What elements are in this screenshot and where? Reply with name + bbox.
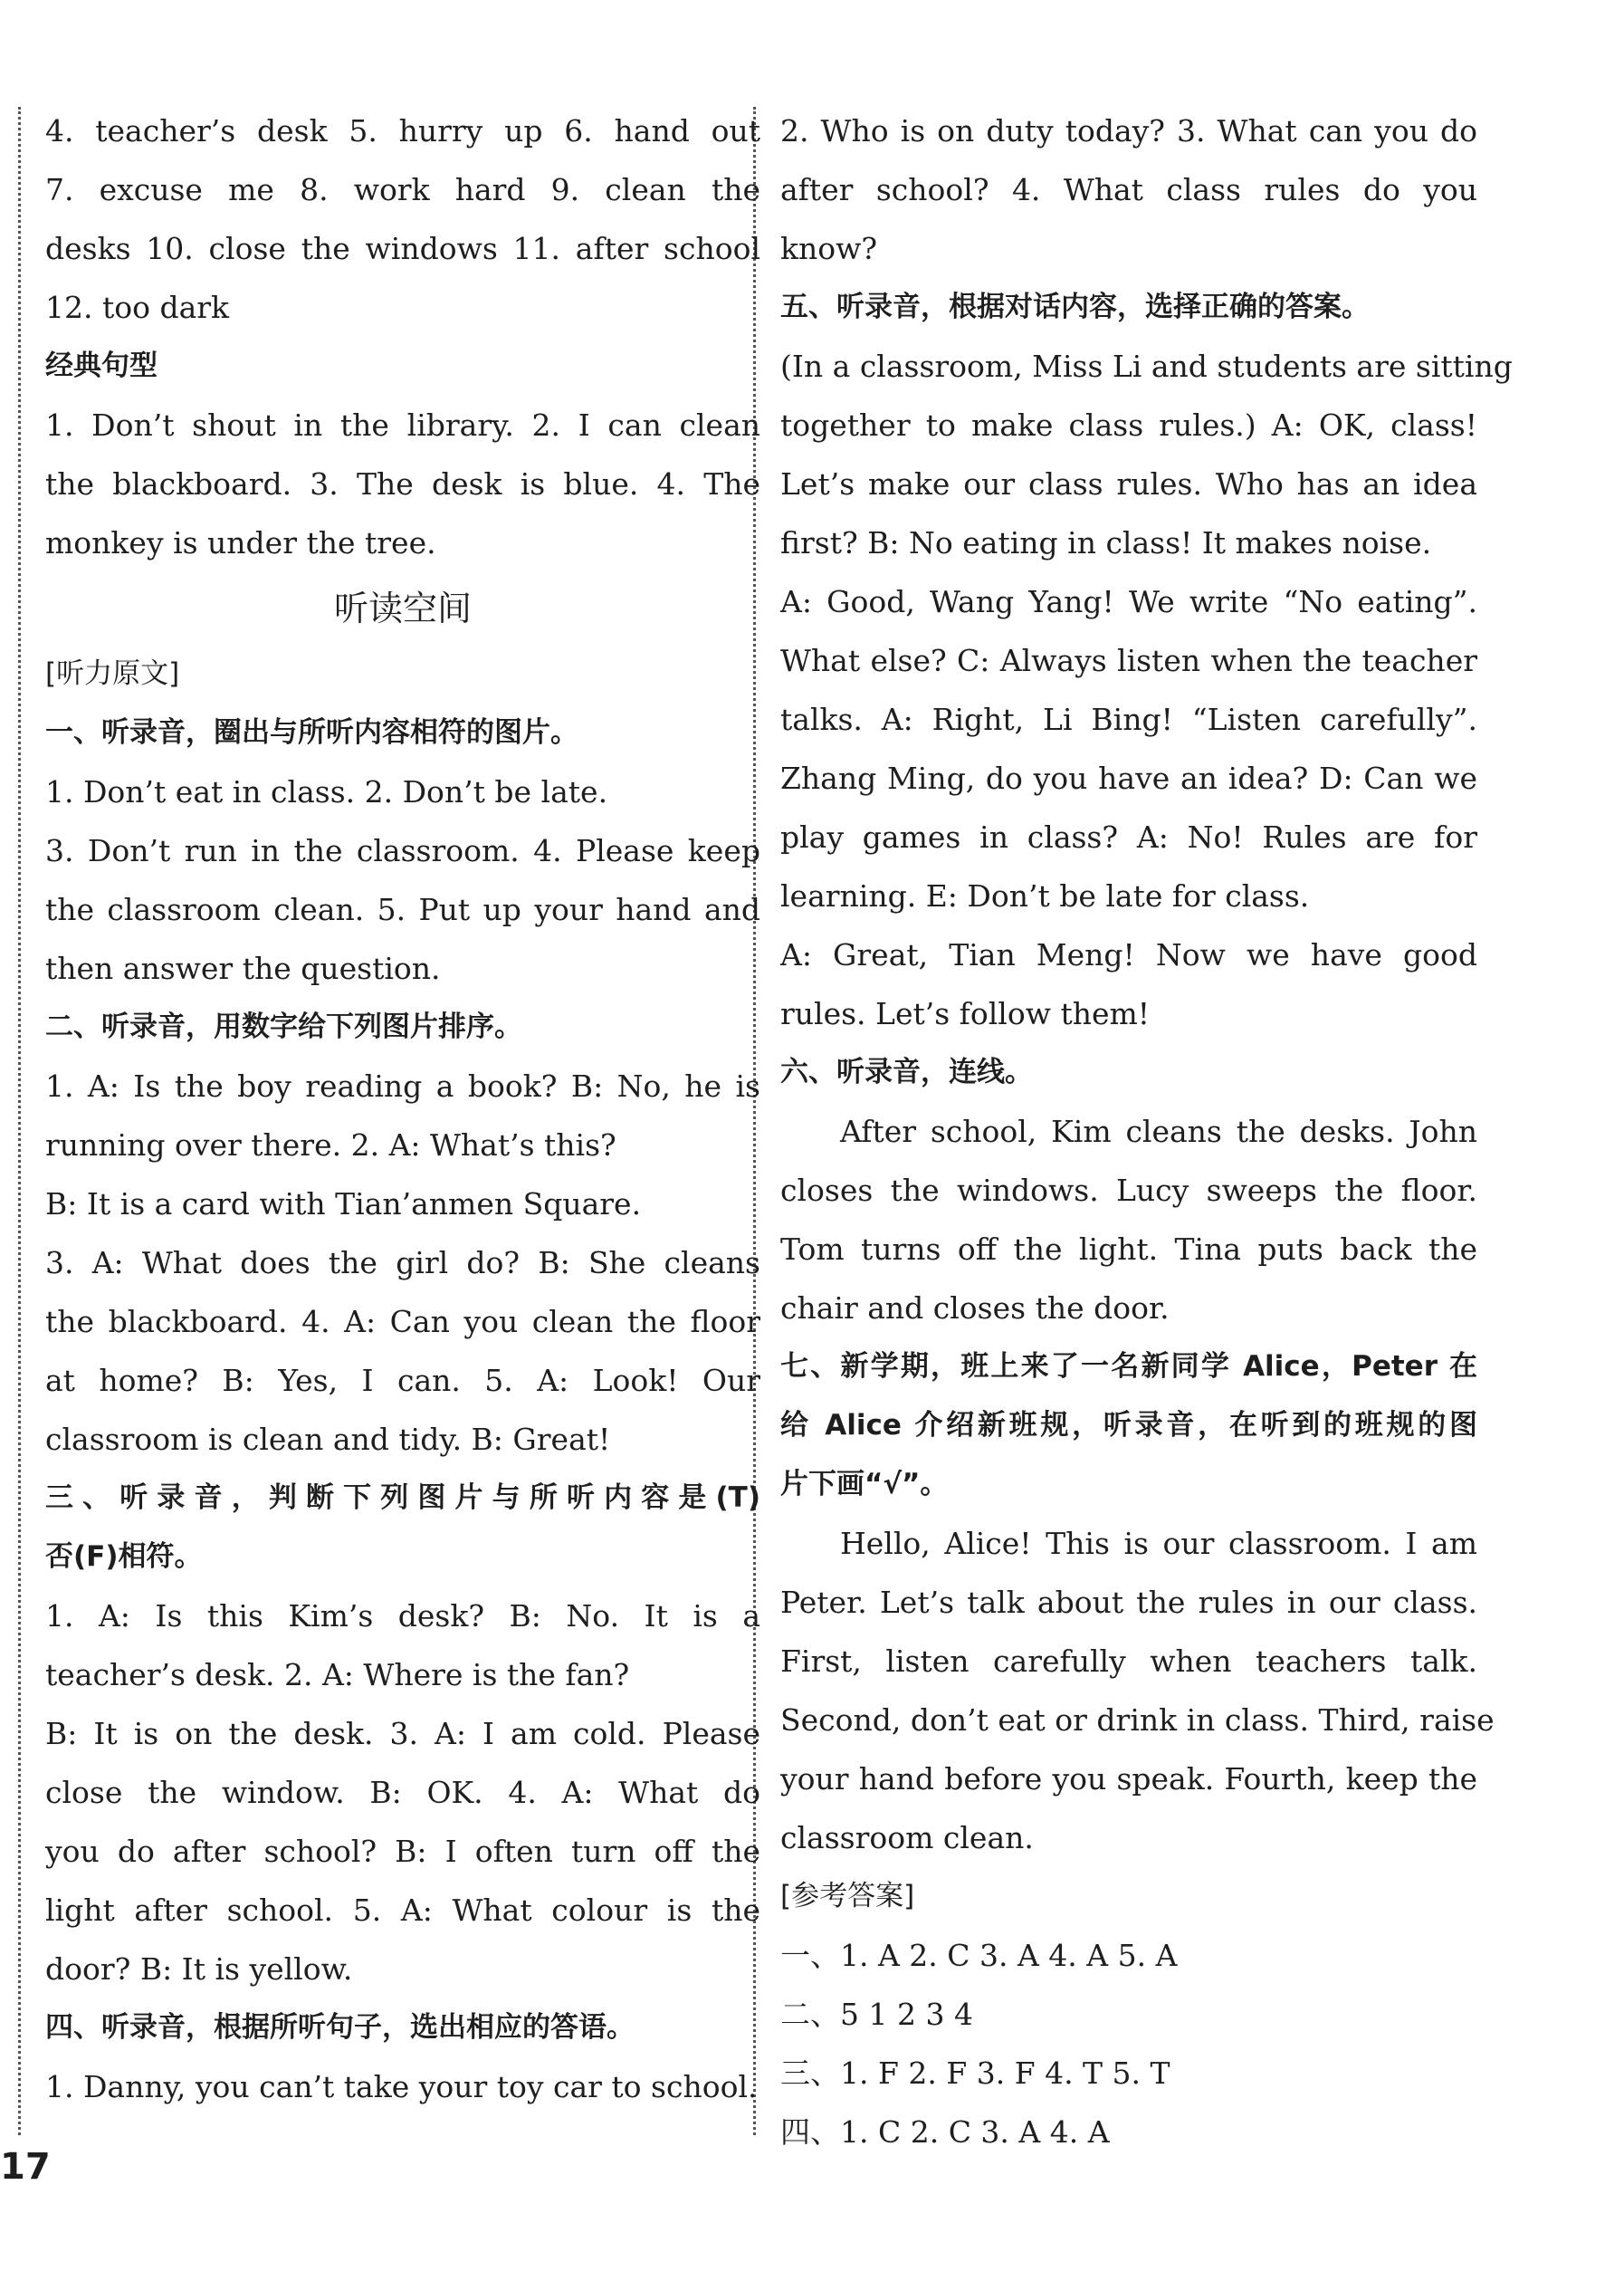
text-line: 3. Don’t run in the classroom. 4. Please keep bbox=[45, 833, 760, 868]
text-line: at home? B: Yes, I can. 5. A: Look! Our bbox=[45, 1363, 760, 1398]
text-line: classroom is clean and tidy. B: Great! bbox=[45, 1422, 611, 1457]
text-line: Tom turns off the light. Tina puts back the bbox=[780, 1231, 1477, 1267]
text-line: Zhang Ming, do you have an idea? D: Can we bbox=[780, 761, 1477, 796]
text-line: close the window. B: OK. 4. A: What do bbox=[45, 1775, 760, 1810]
text-line: the blackboard. 4. A: Can you clean the floor bbox=[45, 1304, 760, 1339]
text-line: your hand before you speak. Fourth, keep the bbox=[780, 1761, 1477, 1797]
text-line: Let’s make our class rules. Who has an idea bbox=[780, 466, 1477, 502]
text-line: 12. too dark bbox=[45, 290, 230, 325]
text-line: 1. Don’t shout in the library. 2. I can clean bbox=[45, 407, 760, 443]
text-line: 1. A: Is this Kim’s desk? B: No. It is a bbox=[45, 1598, 760, 1634]
left-margin-rule bbox=[18, 107, 21, 2135]
section-title: 听读空间 bbox=[333, 589, 472, 628]
text-line: A: Good, Wang Yang! We write “No eating”. bbox=[780, 584, 1477, 619]
text-line: (In a classroom, Miss Li and students are sitting bbox=[780, 349, 1513, 384]
subsection-label: [听力原文] bbox=[45, 657, 180, 690]
section-heading: 否(F)相符。 bbox=[45, 1540, 203, 1573]
text-line: 二、5 1 2 3 4 bbox=[780, 1997, 973, 2032]
text-line: know? bbox=[780, 231, 878, 266]
text-line: the classroom clean. 5. Put up your hand and bbox=[45, 892, 760, 927]
right-column bbox=[780, 101, 1513, 2161]
section-heading: 给 Alice 介绍新班规，听录音，在听到的班规的图 bbox=[780, 1409, 1477, 1442]
text-line: running over there. 2. A: What’s this? bbox=[45, 1127, 616, 1163]
text-line: B: It is on the desk. 3. A: I am cold. Please bbox=[45, 1716, 760, 1751]
section-heading: 三、听录音，判断下列图片与所听内容是(T) bbox=[45, 1481, 760, 1514]
section-heading: 片下画“√”。 bbox=[780, 1468, 949, 1500]
text-line: 3. A: What does the girl do? B: She cleans bbox=[45, 1245, 760, 1280]
text-line: 4. teacher’s desk 5. hurry up 6. hand out bbox=[45, 113, 760, 149]
text-line: play games in class? A: No! Rules are for bbox=[780, 819, 1477, 855]
text-line: the blackboard. 3. The desk is blue. 4. The bbox=[45, 466, 760, 502]
section-heading: 四、听录音，根据所听句子，选出相应的答语。 bbox=[45, 2011, 635, 2044]
text-line: first? B: No eating in class! It makes noise. bbox=[780, 525, 1432, 561]
left-column bbox=[45, 101, 760, 2116]
section-heading: 一、听录音，圈出与所听内容相符的图片。 bbox=[45, 716, 578, 749]
section-heading: 五、听录音，根据对话内容，选择正确的答案。 bbox=[780, 291, 1370, 323]
text-line: after school? 4. What class rules do you bbox=[780, 172, 1477, 207]
text-line: Hello, Alice! This is our classroom. I am bbox=[840, 1526, 1477, 1561]
text-line: What else? C: Always listen when the teacher bbox=[780, 643, 1477, 678]
text-line: desks 10. close the windows 11. after school bbox=[45, 231, 760, 266]
text-line: chair and closes the door. bbox=[780, 1290, 1170, 1326]
text-line: 三、1. F 2. F 3. F 4. T 5. T bbox=[780, 2055, 1170, 2091]
text-line: learning. E: Don’t be late for class. bbox=[780, 878, 1310, 914]
page-number: 17 bbox=[0, 2146, 51, 2188]
text-line: talks. A: Right, Li Bing! “Listen carefully”. bbox=[780, 702, 1477, 737]
text-line: 1. Don’t eat in class. 2. Don’t be late. bbox=[45, 774, 608, 810]
text-line: monkey is under the tree. bbox=[45, 525, 436, 561]
section-heading: 七、新学期，班上来了一名新同学 Alice，Peter 在 bbox=[780, 1350, 1477, 1383]
text-line: teacher’s desk. 2. A: Where is the fan? bbox=[45, 1657, 630, 1692]
text-line: 四、1. C 2. C 3. A 4. A bbox=[780, 2114, 1110, 2150]
text-line: light after school. 5. A: What colour is the bbox=[45, 1892, 760, 1928]
text-line: then answer the question. bbox=[45, 951, 441, 986]
text-line: 1. Danny, you can’t take your toy car to school. bbox=[45, 2069, 758, 2104]
text-line: First, listen carefully when teachers talk. bbox=[780, 1643, 1477, 1679]
text-line: Second, don’t eat or drink in class. Third, raise bbox=[780, 1702, 1495, 1738]
text-line: you do after school? B: I often turn off the bbox=[45, 1834, 760, 1869]
text-line: A: Great, Tian Meng! Now we have good bbox=[780, 937, 1477, 973]
section-heading: 经典句型 bbox=[45, 350, 158, 382]
subsection-label: [参考答案] bbox=[780, 1880, 915, 1912]
text-line: Peter. Let’s talk about the rules in our class. bbox=[780, 1585, 1477, 1620]
text-line: 2. Who is on duty today? 3. What can you do bbox=[780, 113, 1477, 149]
text-line: door? B: It is yellow. bbox=[45, 1951, 353, 1987]
text-line: 一、1. A 2. C 3. A 4. A 5. A bbox=[780, 1938, 1178, 1973]
text-line: After school, Kim cleans the desks. John bbox=[840, 1114, 1477, 1149]
text-line: rules. Let’s follow them! bbox=[780, 996, 1151, 1031]
section-heading: 二、听录音，用数字给下列图片排序。 bbox=[45, 1011, 522, 1043]
text-line: 1. A: Is the boy reading a book? B: No, he is bbox=[45, 1068, 760, 1104]
section-heading: 六、听录音，连线。 bbox=[780, 1056, 1033, 1088]
text-line: classroom clean. bbox=[780, 1820, 1034, 1855]
text-line: closes the windows. Lucy sweeps the floor. bbox=[780, 1173, 1477, 1208]
text-line: B: It is a card with Tian’anmen Square. bbox=[45, 1186, 642, 1222]
text-line: together to make class rules.) A: OK, class! bbox=[780, 407, 1477, 443]
text-line: 7. excuse me 8. work hard 9. clean the bbox=[45, 172, 760, 207]
